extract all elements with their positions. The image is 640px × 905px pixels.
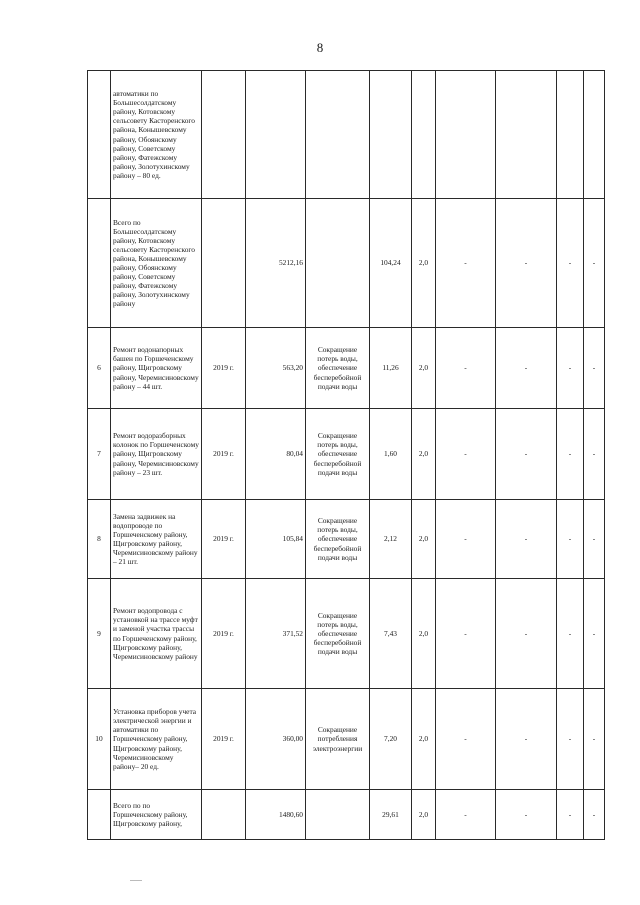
row-number: 10 (88, 689, 111, 790)
cost-cell: 1480,60 (246, 790, 306, 840)
year-cell (202, 199, 246, 328)
dash-cell: - (557, 328, 584, 409)
dash-cell: - (557, 689, 584, 790)
effect-cell (306, 199, 370, 328)
row-number (88, 71, 111, 199)
year-cell: 2019 г. (202, 500, 246, 579)
cost-cell (246, 71, 306, 199)
ratio-cell: 2,0 (412, 199, 436, 328)
dash-cell: - (584, 409, 605, 500)
effect-cell: Сокращение потерь воды, обеспечение бесперебойной подачи воды (306, 409, 370, 500)
dash-cell (436, 71, 496, 199)
dash-cell (584, 71, 605, 199)
effect-cell: Сокращение потерь воды, обеспечение бесперебойной подачи воды (306, 579, 370, 689)
savings-cell (370, 71, 412, 199)
savings-cell: 1,60 (370, 409, 412, 500)
ratio-cell: 2,0 (412, 579, 436, 689)
dash-cell: - (496, 790, 557, 840)
measure-name: Всего по Большесолдатскому району, Котовскому сельсовету Касторенского района, Конышевскому району, Обоянскому району, Советскому району, Фатежскому району, Золотухинскому району (111, 199, 202, 328)
dash-cell (496, 71, 557, 199)
dash-cell (557, 71, 584, 199)
dash-cell: - (496, 689, 557, 790)
table-row (88, 328, 605, 409)
table-row (88, 199, 605, 328)
dash-cell: - (496, 409, 557, 500)
row-number: 7 (88, 409, 111, 500)
dash-cell: - (436, 409, 496, 500)
table-row (88, 689, 605, 790)
savings-cell: 2,12 (370, 500, 412, 579)
measure-name: Ремонт водопровода с установкой на трассе муфт и заменой участка трассы по Горшеченскому району, Щигровскому району, Черемисиновскому району (111, 579, 202, 689)
dash-cell: - (496, 500, 557, 579)
dash-cell: - (584, 199, 605, 328)
row-number: 9 (88, 579, 111, 689)
row-number (88, 790, 111, 840)
table-row (88, 409, 605, 500)
savings-cell: 29,61 (370, 790, 412, 840)
ratio-cell: 2,0 (412, 790, 436, 840)
dash-cell: - (436, 689, 496, 790)
savings-cell: 104,24 (370, 199, 412, 328)
year-cell: 2019 г. (202, 579, 246, 689)
table-row (88, 579, 605, 689)
dash-cell: - (436, 199, 496, 328)
measure-name: Замена задвижек на водопроводе по Горшеченскому району, Щигровскому району, Черемисиновскому району – 21 шт. (111, 500, 202, 579)
effect-cell (306, 790, 370, 840)
dash-cell: - (496, 199, 557, 328)
dash-cell: - (584, 579, 605, 689)
dash-cell: - (584, 500, 605, 579)
effect-cell: Сокращение потерь воды, обеспечение бесперебойной подачи воды (306, 500, 370, 579)
dash-cell: - (557, 579, 584, 689)
dash-cell: - (584, 328, 605, 409)
cost-cell: 80,04 (246, 409, 306, 500)
dash-cell: - (436, 328, 496, 409)
ratio-cell: 2,0 (412, 500, 436, 579)
cost-cell: 371,52 (246, 579, 306, 689)
dash-cell: - (557, 199, 584, 328)
dash-cell: - (436, 579, 496, 689)
row-number (88, 199, 111, 328)
table-row (88, 71, 605, 199)
page-number: 8 (316, 40, 324, 55)
dash-cell: - (557, 500, 584, 579)
dash-cell: - (557, 409, 584, 500)
table-row (88, 500, 605, 579)
dash-cell: - (496, 328, 557, 409)
savings-cell: 7,43 (370, 579, 412, 689)
scan-artifact (130, 880, 142, 881)
savings-cell: 7,20 (370, 689, 412, 790)
ratio-cell: 2,0 (412, 409, 436, 500)
year-cell: 2019 г. (202, 689, 246, 790)
cost-cell: 360,00 (246, 689, 306, 790)
year-cell (202, 71, 246, 199)
dash-cell: - (557, 790, 584, 840)
cost-cell: 563,20 (246, 328, 306, 409)
effect-cell (306, 71, 370, 199)
year-cell: 2019 г. (202, 409, 246, 500)
dash-cell: - (584, 790, 605, 840)
cost-cell: 105,84 (246, 500, 306, 579)
measures-table (87, 70, 605, 840)
measure-name: Ремонт водоразборных колонок по Горшеченскому району, Щигровскому району, Черемисиновскому району – 23 шт. (111, 409, 202, 500)
savings-cell: 11,26 (370, 328, 412, 409)
ratio-cell (412, 71, 436, 199)
effect-cell: Сокращение потерь воды, обеспечение бесперебойной подачи воды (306, 328, 370, 409)
measure-name: Установка приборов учета электрической энергии и автоматики по Горшеченскому району, Щигровскому району, Черемисиновскому району– 20 ед. (111, 689, 202, 790)
cost-cell: 5212,16 (246, 199, 306, 328)
year-cell: 2019 г. (202, 328, 246, 409)
dash-cell: - (496, 579, 557, 689)
ratio-cell: 2,0 (412, 328, 436, 409)
dash-cell: - (436, 790, 496, 840)
dash-cell: - (436, 500, 496, 579)
row-number: 8 (88, 500, 111, 579)
ratio-cell: 2,0 (412, 689, 436, 790)
measure-name: Всего по по Горшеченскому району, Щигровскому району, (111, 790, 202, 840)
effect-cell: Сокращение потребления электроэнергии (306, 689, 370, 790)
table-row (88, 790, 605, 840)
measure-name: автоматики по Большесолдатскому району, Котовскому сельсовету Касторенского района, Конышевскому району, Обоянскому району, Советскому району, Фатежскому району, Золотухинскому району – 80 ед. (111, 71, 202, 199)
dash-cell: - (584, 689, 605, 790)
measure-name: Ремонт водонапорных башен по Горшеченскому району, Щигровскому району, Черемисиновскому району – 44 шт. (111, 328, 202, 409)
row-number: 6 (88, 328, 111, 409)
year-cell (202, 790, 246, 840)
